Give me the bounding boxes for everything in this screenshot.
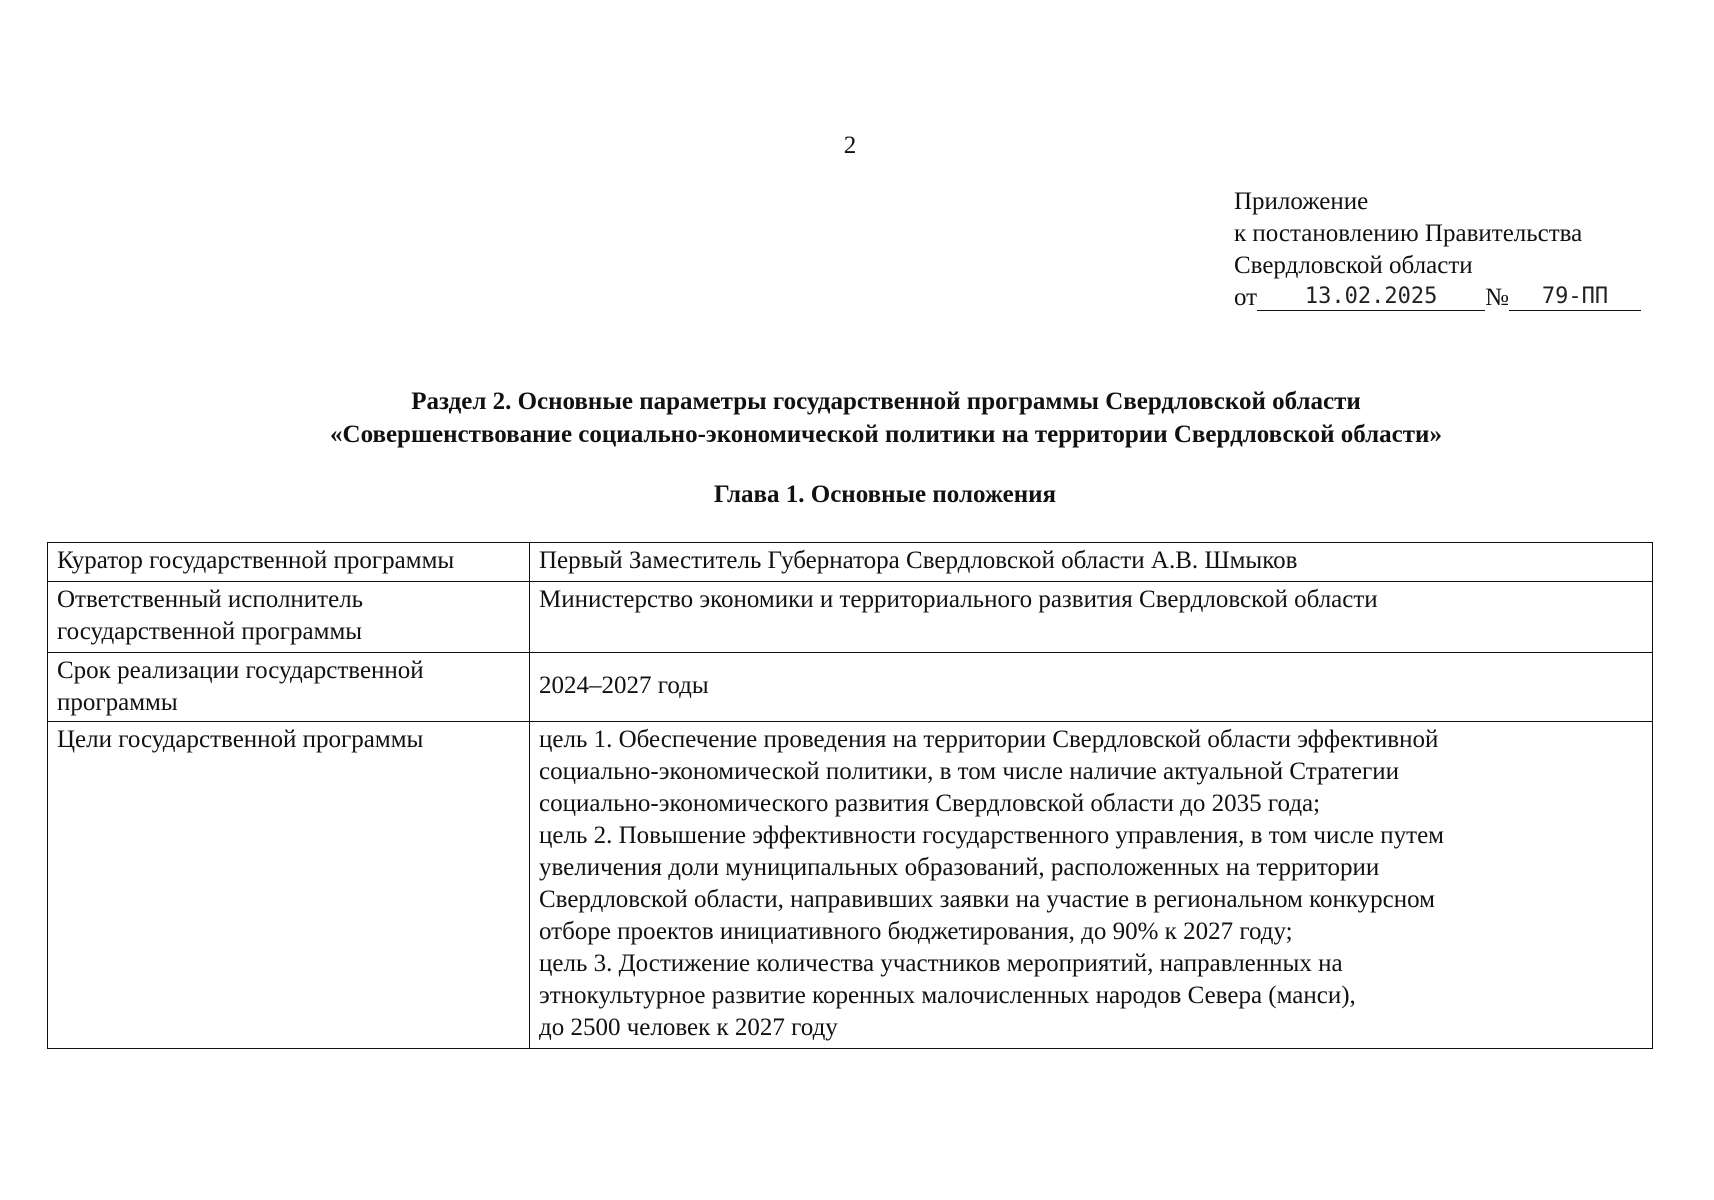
section-title	[0, 385, 1714, 451]
row-value-period: 2024–2027 годы	[530, 653, 1653, 722]
appendix-block	[1234, 186, 1641, 314]
table-row	[48, 653, 1653, 722]
row-value-goals	[530, 722, 1653, 1049]
chapter-heading: Глава 1. Основные положения	[713, 481, 1057, 508]
resolution-dateline	[1234, 282, 1641, 314]
row-label-executor: Ответственный исполнитель государственной программы	[48, 582, 530, 653]
goal-3: цель 3. Достижение количества участников мероприятий, направленных на этнокультурное развитие коренных малочисленных народов Севера (манси), до 2500 человек к 2027 году	[539, 950, 1356, 1041]
resolution-date: 13.02.2025	[1257, 284, 1485, 311]
from-label: от	[1234, 284, 1258, 311]
table-row	[48, 582, 1653, 653]
row-value-executor: Министерство экономики и территориального развития Свердловской области	[530, 582, 1653, 653]
section-title-line-1: Раздел 2. Основные параметры государственной программы Свердловской области	[411, 388, 1361, 415]
row-label-period: Срок реализации государственной программы	[48, 653, 530, 722]
section-title-line-2: «Совершенствование социально-экономической политики на территории Свердловской области»	[330, 421, 1442, 448]
appendix-line-3: Свердловской области	[1234, 252, 1473, 279]
table-row	[48, 722, 1653, 1049]
goal-1: цель 1. Обеспечение проведения на территории Свердловской области эффективной социально-экономической политики, в том числе наличие актуальной Стратегии социально-экономического развития Свердловской области до 2035 года;	[539, 726, 1439, 817]
appendix-line-1: Приложение	[1234, 188, 1369, 215]
resolution-number: 79-ПП	[1509, 284, 1641, 311]
page-number: 2	[843, 132, 857, 159]
row-value-curator: Первый Заместитель Губернатора Свердловской области А.В. Шмыков	[530, 543, 1653, 582]
row-label-goals: Цели государственной программы	[48, 722, 530, 1049]
program-parameters-table	[47, 542, 1653, 1049]
row-label-curator: Куратор государственной программы	[48, 543, 530, 582]
goal-2: цель 2. Повышение эффективности государственного управления, в том числе путем увеличения доли муниципальных образований, расположенных на территории Свердловской области, направивших заявки на участие в региональном конкурсном отборе проектов инициативного бюджетирования, до 90% к 2027 году;	[539, 822, 1445, 945]
number-label: №	[1485, 284, 1509, 311]
table-row	[48, 543, 1653, 582]
appendix-line-2: к постановлению Правительства	[1234, 220, 1583, 247]
